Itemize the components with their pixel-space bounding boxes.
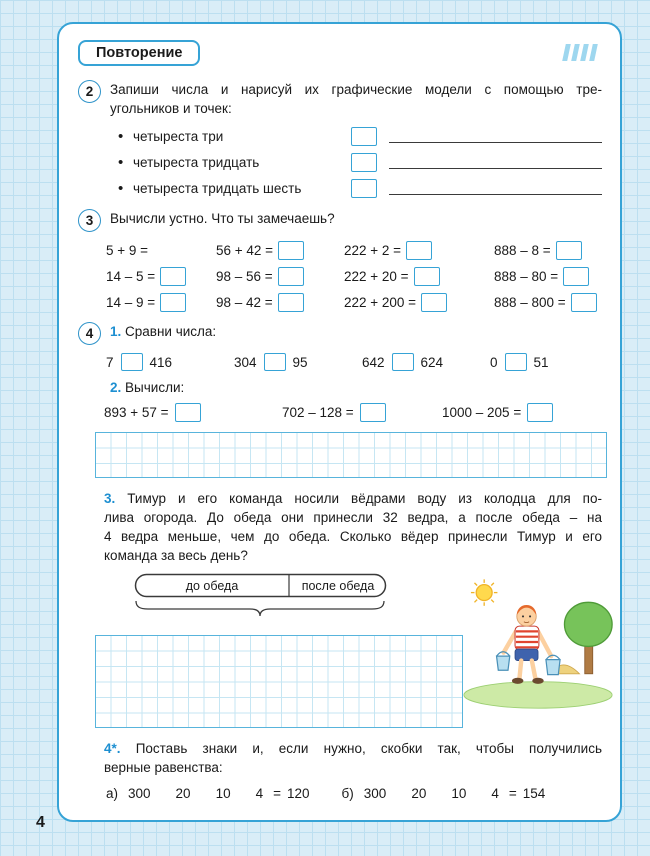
compute-item [104,403,282,422]
page-number: 4 [36,814,45,831]
number: 95 [292,354,308,370]
prompt-line [104,739,602,758]
compare-pair [490,353,549,371]
equation-text: 222 + 20 = [344,269,409,284]
diagram-label-left: до обеда [185,579,239,593]
equation [106,241,216,260]
equation-b [342,786,546,801]
answer-box[interactable] [571,293,597,312]
part-number: 4*. [104,741,121,756]
number: 304 [234,354,257,370]
writing-line[interactable] [389,130,602,143]
segment-diagram [134,573,392,621]
equation-text: 888 – 8 = [494,243,551,258]
prompt-text: Поставь знаки и, если нужно, скобки так, чтобы получились [135,741,602,756]
compare-pair [362,353,490,371]
compute-row [104,403,602,422]
exercise-4star-equations [106,786,602,801]
problem-line: лива огорода. До обеда они принесли 32 ведра, а после обеда – на [104,510,602,525]
equation-a [106,786,310,801]
equation-text: 14 – 5 = [106,269,156,284]
answer-box[interactable] [160,267,186,286]
answer-box[interactable] [360,403,386,422]
number: 7 [106,354,114,370]
problem-line: команда за весь день? [104,548,248,563]
writing-line[interactable] [389,182,602,195]
answer-box[interactable] [556,241,582,260]
part-text: Сравни числа: [125,324,217,339]
equation-text: 222 + 200 = [344,295,417,310]
exercise-2-prompt [110,80,602,118]
equation [216,267,344,286]
problem-visuals [78,573,602,728]
compute-item [282,403,442,422]
part-number: 1. [110,324,122,339]
answer-box[interactable] [351,153,377,172]
equation-text: 893 + 57 = [104,405,169,420]
exercise-3 [78,209,602,232]
number: 20 [411,786,427,801]
number: 4 [491,786,499,801]
bullet-icon: • [118,179,124,197]
comparison-box[interactable] [121,353,143,371]
answer-box[interactable] [351,127,377,146]
equation-text: 222 + 2 = [344,243,402,258]
exercise-2-number: 2 [78,80,101,103]
boy-figure [504,605,552,684]
list-item [118,175,602,201]
exercise-4-number: 4 [78,322,101,345]
answer-box[interactable] [414,267,440,286]
exercise-2-list [118,123,602,201]
equation [344,267,494,286]
prompt-line: угольников и точек: [110,101,232,116]
equals-sign: = [508,786,517,801]
part-number: 2. [110,380,122,395]
decorative-bars-icon [564,44,596,61]
exercise-4 [78,322,602,345]
number: 20 [175,786,191,801]
compute-item [442,403,553,422]
working-grid[interactable] [95,635,463,728]
bar-diagram [134,573,463,626]
problem-text: Тимур и его команда носили вёдрами воду из колодца для по- [127,491,602,506]
answer-box[interactable] [563,267,589,286]
working-grid[interactable] [95,432,607,478]
section-title: Повторение [78,40,200,66]
number: 51 [533,354,549,370]
compare-pair [106,353,234,371]
sun-icon [471,579,497,605]
part-number: 3. [104,491,116,506]
number: 642 [362,354,385,370]
comparison-box[interactable] [392,353,414,371]
tree-icon [564,602,612,673]
equation-text: 1000 – 205 = [442,405,522,420]
answer-box[interactable] [160,293,186,312]
exercise-4-part2-title [110,380,602,395]
list-item [118,123,602,149]
bucket-icon [546,655,560,674]
number-word: четыреста тридцать [133,154,260,170]
problem-line: 4 ведра меньше, чем до обеда. Сколько вёдер принесли Тимур и его [104,529,602,544]
diagram-label-right: после обеда [301,579,375,593]
equals-sign: = [273,786,282,801]
answer-box[interactable] [351,179,377,198]
bullet-icon: • [118,127,124,145]
answer-box[interactable] [175,403,201,422]
number: 10 [215,786,231,801]
number-word: четыреста тридцать шесть [133,180,302,196]
header [78,40,602,66]
equation-text: 702 – 128 = [282,405,354,420]
number: 624 [420,354,444,370]
problem-line [104,489,602,508]
number: 10 [451,786,467,801]
equation [106,293,216,312]
answer-box[interactable] [406,241,432,260]
answer-box[interactable] [421,293,447,312]
equation [494,267,602,286]
worksheet-panel [57,22,622,822]
item-label: б) [341,786,354,801]
exercise-3-number: 3 [78,209,101,232]
answer-box[interactable] [278,241,304,260]
answer-box[interactable] [527,403,553,422]
equation-text: 98 – 56 = [216,269,273,284]
equation [216,241,344,260]
equation [106,267,216,286]
equation [344,241,494,260]
number: 300 [128,786,151,801]
equation [344,293,494,312]
prompt-line: Запиши числа и нарисуй их графические модели с помощью тре- [110,82,602,97]
number: 300 [363,786,387,801]
equation-text: 56 + 42 = [216,243,274,258]
exercise-2 [78,80,602,118]
equation-text: 14 – 9 = [106,295,156,310]
exercise-3-prompt: Вычисли устно. Что ты замечаешь? [110,211,335,226]
number: 4 [255,786,264,801]
writing-line[interactable] [389,156,602,169]
diagram-and-grid [78,573,463,728]
number-word: четыреста три [133,128,224,144]
equation [494,241,602,260]
compare-row [106,353,602,371]
exercise-4-part3 [104,489,602,565]
item-label: а) [106,786,119,801]
answer-box[interactable] [278,267,304,286]
equation-text: 98 – 42 = [216,295,273,310]
equation [216,293,344,312]
comparison-box[interactable] [505,353,527,371]
equation [494,293,602,312]
equation-text: 888 – 800 = [494,295,566,310]
answer-box[interactable] [278,293,304,312]
illustration [463,573,615,728]
exercise-4-part1-title [110,322,602,341]
result-number: 154 [522,786,546,801]
result-number: 120 [287,786,310,801]
list-item [118,149,602,175]
exercise-4star [104,739,602,777]
equation-text: 5 + 9 = [106,243,149,258]
bullet-icon: • [118,153,124,171]
compare-pair [234,353,362,371]
prompt-line: верные равенства: [104,760,223,775]
number: 416 [149,354,173,370]
exercise-3-equations [106,241,602,312]
brace-icon [136,601,384,616]
equation-text: 888 – 80 = [494,269,559,284]
number: 0 [490,354,498,370]
part-text: Вычисли: [125,380,185,395]
comparison-box[interactable] [264,353,286,371]
boy-with-buckets-illustration [463,573,613,711]
